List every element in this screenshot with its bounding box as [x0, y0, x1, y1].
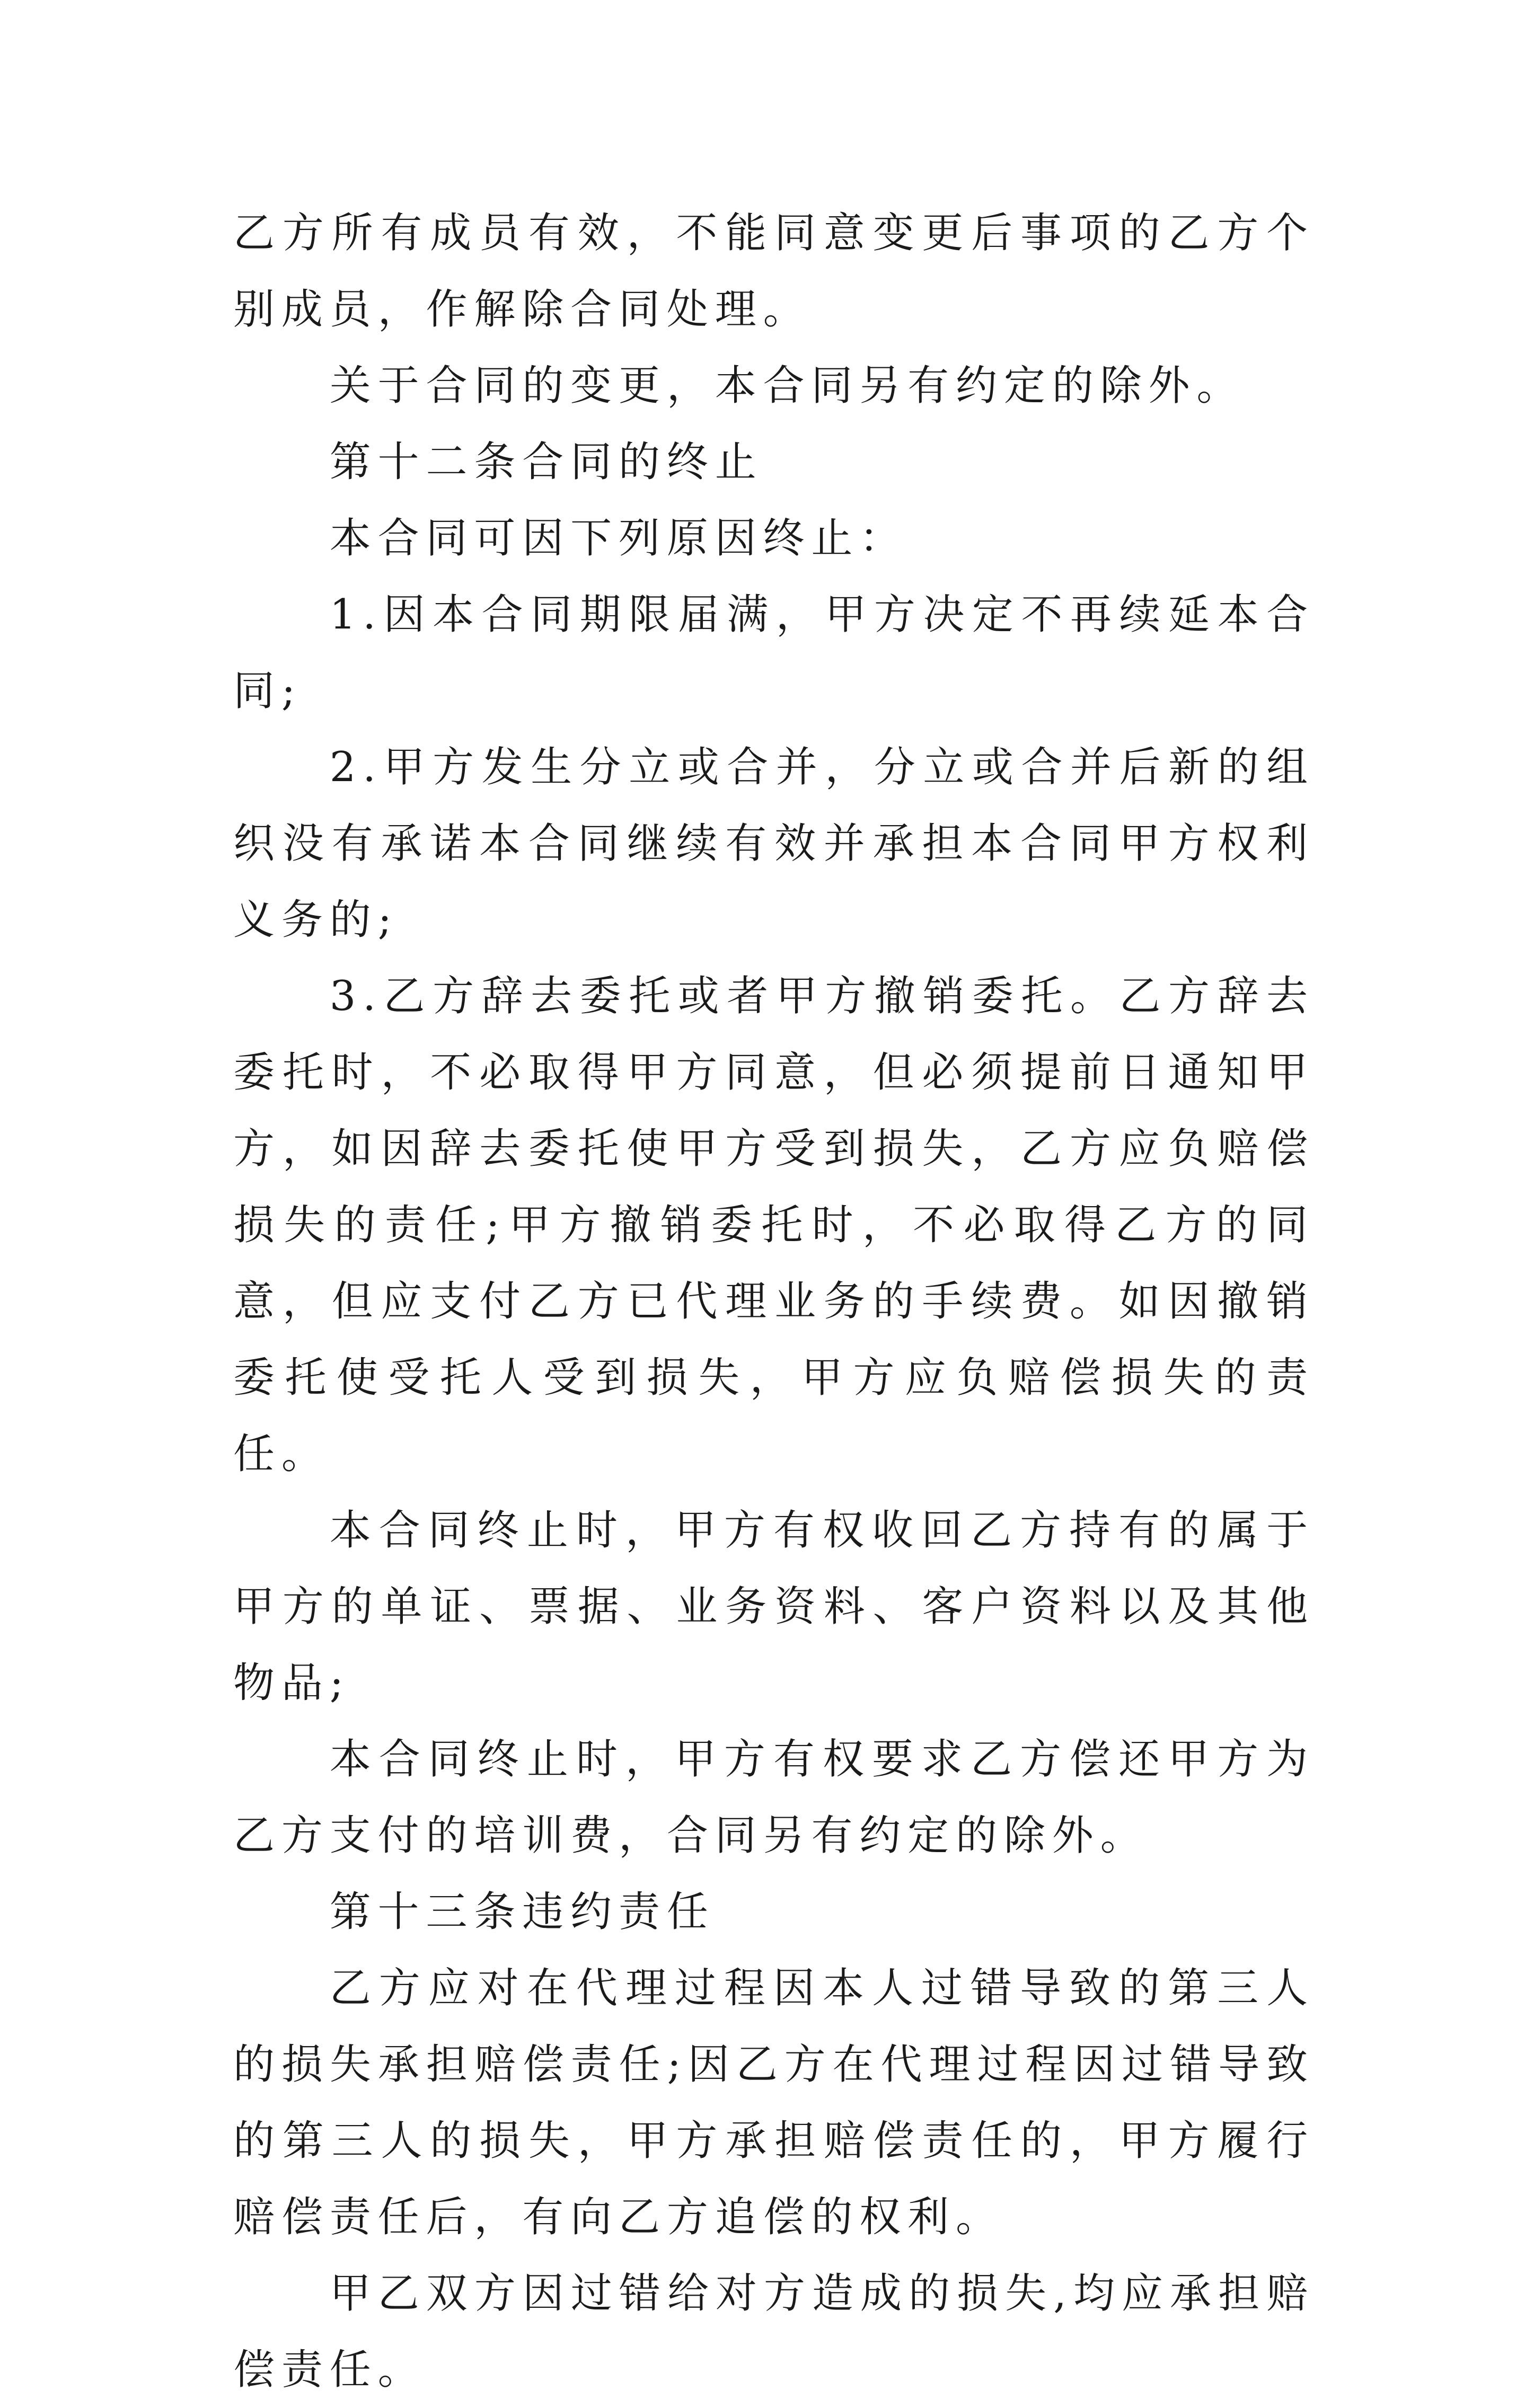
paragraph-termination-recover: 本合同终止时，甲方有权收回乙方持有的属于甲方的单证、票据、业务资料、客户资料以及其他物品;: [233, 1507, 1315, 1707]
paragraph-termination-training-fee: 本合同终止时，甲方有权要求乙方偿还甲方为乙方支付的培训费，合同另有约定的除外。: [233, 1736, 1315, 1860]
section-heading-article-12: 第十二条合同的终止: [329, 438, 763, 486]
list-item-3: 3.乙方辞去委托或者甲方撤销委托。乙方辞去委托时，不必取得甲方同意，但必须提前日通知甲方，如因辞去委托使甲方受到损失，乙方应负赔偿损失的责任;甲方撤销委托时，不必取得乙方的同意，但应支付乙方已代理业务的手续费。如因撤销委托使受托人受到损失，甲方应负赔偿损失的责任。: [233, 972, 1315, 1478]
list-item-1: 1.因本合同期限届满，甲方决定不再续延本合同;: [233, 591, 1315, 715]
paragraph-termination-intro: 本合同可因下列原因终止：: [329, 515, 908, 562]
paragraph-contract-change: 关于合同的变更，本合同另有约定的除外。: [329, 362, 1245, 410]
paragraph-liability-mutual: 甲乙双方因过错给对方造成的损失,均应承担赔偿责任。: [233, 2270, 1315, 2394]
section-heading-article-13: 第十三条违约责任: [329, 1888, 715, 1936]
paragraph-liability-third-party: 乙方应对在代理过程因本人过错导致的第三人的损失承担赔偿责任;因乙方在代理过程因过错导致的第三人的损失，甲方承担赔偿责任的，甲方履行赔偿责任后，有向乙方追偿的权利。: [233, 1964, 1315, 2241]
list-item-2: 2.甲方发生分立或合并，分立或合并后新的组织没有承诺本合同继续有效并承担本合同甲方权利义务的;: [233, 743, 1315, 944]
document-body: [233, 195, 1315, 2408]
paragraph-continuation: 乙方所有成员有效，不能同意变更后事项的乙方个别成员，作解除合同处理。: [233, 209, 1315, 333]
